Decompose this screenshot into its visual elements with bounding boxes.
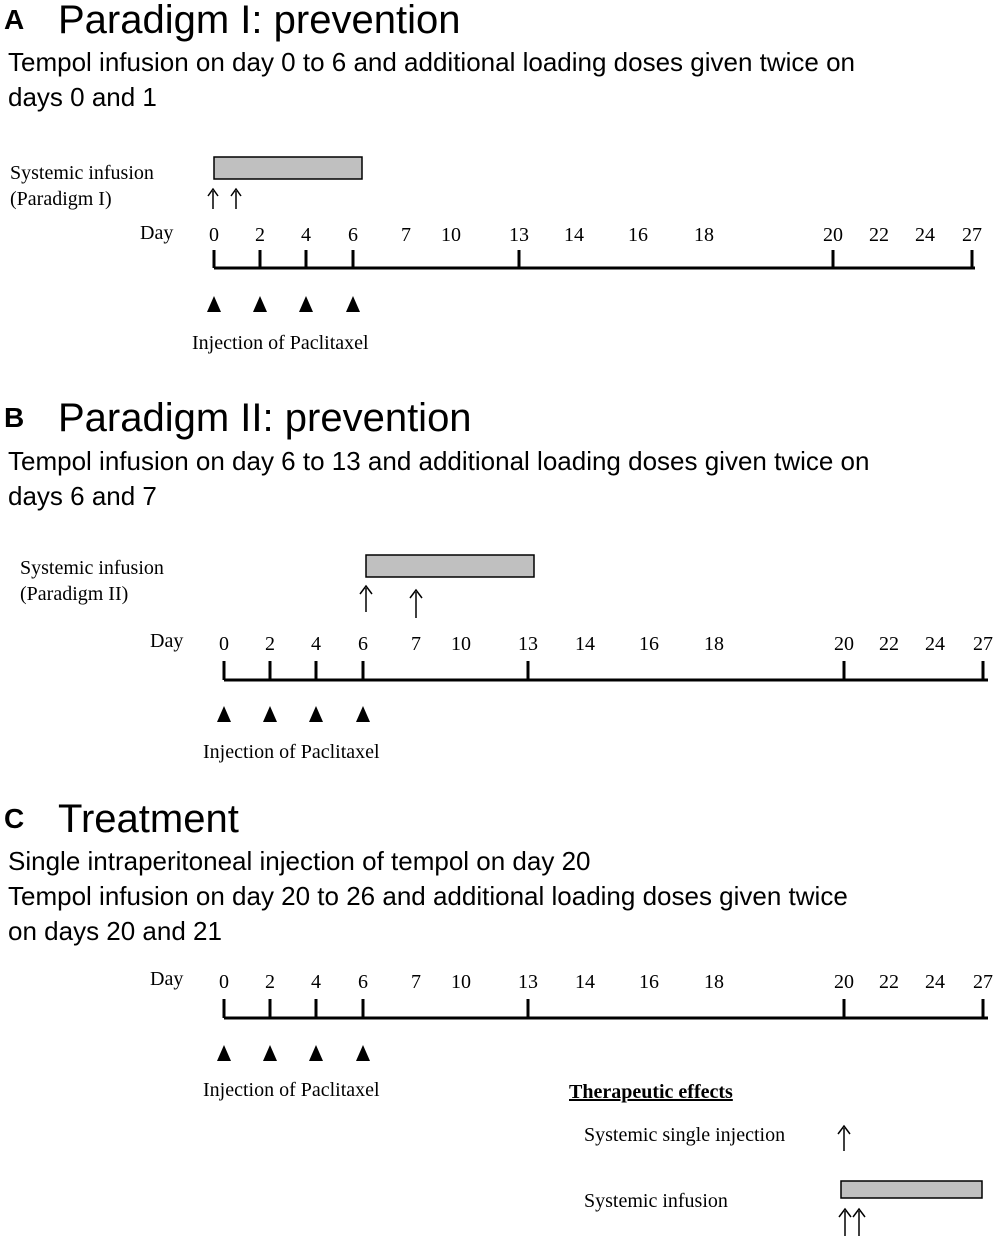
panel-c-day-label-13: 13: [518, 971, 538, 993]
panel-a-day-label-4: 4: [301, 224, 311, 246]
panel-b-day-label-10: 10: [451, 633, 471, 655]
panel-a-injection-label: Injection of Paclitaxel: [192, 332, 369, 354]
panel-c-loading-arrow-day21: [853, 1209, 865, 1236]
panel-c-day-label-0: 0: [219, 971, 229, 993]
panel-b-day-label-7: 7: [411, 633, 421, 655]
panel-b-title: Paradigm II: prevention: [58, 396, 472, 440]
panel-a-day-label-14: 14: [564, 224, 584, 246]
panel-b-desc-2: days 6 and 7: [8, 481, 157, 511]
panel-c-injection-label: Injection of Paclitaxel: [203, 1079, 380, 1101]
panel-b-day-label-22: 22: [879, 633, 899, 655]
panel-a-day-label-16: 16: [628, 224, 648, 246]
panel-b-day-label-0: 0: [219, 633, 229, 655]
panel-c-day-label-4: 4: [311, 971, 321, 993]
panel-c-letter: C: [4, 803, 25, 834]
panel-c-paclitaxel-marker-day-2: [263, 1045, 277, 1061]
panel-c-therapeutic-title: Therapeutic effects: [569, 1081, 733, 1103]
panel-b-day-label-6: 6: [358, 633, 368, 655]
panel-a-title: Paradigm I: prevention: [58, 0, 461, 42]
panel-a-day-label-27: 27: [962, 224, 982, 246]
panel-b-day-label-20: 20: [834, 633, 854, 655]
panel-a-letter: A: [4, 4, 25, 35]
panel-b-day-label-14: 14: [575, 633, 595, 655]
panel-a-infusion-label-2: (Paradigm I): [10, 188, 112, 210]
panel-b-day-label-2: 2: [265, 633, 275, 655]
panel-a-day-label-7: 7: [401, 224, 411, 246]
panel-b-infusion-label-2: (Paradigm II): [20, 583, 129, 605]
panel-c-day-label: Day: [150, 968, 184, 990]
panel-a-day-label-0: 0: [209, 224, 219, 246]
panel-b-day-label-4: 4: [311, 633, 321, 655]
panel-c-paclitaxel-marker-day-4: [309, 1045, 323, 1061]
panel-b-desc-1: Tempol infusion on day 6 to 13 and additional loading doses given twice on: [8, 446, 870, 476]
panel-c-single-injection-label: Systemic single injection: [584, 1124, 786, 1146]
panel-b-day-label-13: 13: [518, 633, 538, 655]
panel-c-day-label-2: 2: [265, 971, 275, 993]
panel-a-day-label-20: 20: [823, 224, 843, 246]
panel-c-desc-3: on days 20 and 21: [8, 916, 222, 946]
panel-a-day-label-6: 6: [348, 224, 358, 246]
panel-a-day-label-10: 10: [441, 224, 461, 246]
panel-c-title: Treatment: [58, 797, 239, 841]
panel-b-day-label-18: 18: [704, 633, 724, 655]
panel-c-desc-1: Single intraperitoneal injection of tempol on day 20: [8, 846, 591, 876]
panel-b-day-label-16: 16: [639, 633, 659, 655]
panel-c-single-injection-arrow: [838, 1126, 850, 1151]
panel-c-infusion-bar: [841, 1181, 982, 1198]
panel-a-day-label-18: 18: [694, 224, 714, 246]
panel-c-day-label-24: 24: [925, 971, 945, 993]
panel-b-injection-label: Injection of Paclitaxel: [203, 741, 380, 763]
panel-c-paclitaxel-marker-day-0: [217, 1045, 231, 1061]
panel-c-desc-2: Tempol infusion on day 20 to 26 and additional loading doses given twice: [8, 881, 848, 911]
panel-c-day-label-20: 20: [834, 971, 854, 993]
panel-a-day-label: Day: [140, 222, 174, 244]
panel-c-day-label-22: 22: [879, 971, 899, 993]
panel-b-day-label-24: 24: [925, 633, 945, 655]
panel-b-infusion-label-1: Systemic infusion: [20, 557, 164, 579]
panel-c-day-label-6: 6: [358, 971, 368, 993]
panel-a-desc-1: Tempol infusion on day 0 to 6 and additional loading doses given twice on: [8, 47, 856, 77]
panel-a-infusion-label-1: Systemic infusion: [10, 162, 154, 184]
panel-c-day-label-10: 10: [451, 971, 471, 993]
panel-b-day-label-27: 27: [973, 633, 993, 655]
panel-a-day-label-24: 24: [915, 224, 935, 246]
panel-c-day-label-14: 14: [575, 971, 595, 993]
panel-c-paclitaxel-marker-day-6: [356, 1045, 370, 1061]
panel-c-infusion-label: Systemic infusion: [584, 1190, 728, 1212]
panel-c-day-label-16: 16: [639, 971, 659, 993]
panel-b-day-label: Day: [150, 630, 184, 652]
panel-c-day-label-18: 18: [704, 971, 724, 993]
panel-c-loading-arrow-day20: [839, 1209, 851, 1236]
panel-a-desc-2: days 0 and 1: [8, 82, 157, 112]
panel-a-day-label-22: 22: [869, 224, 889, 246]
panel-c-day-label-27: 27: [973, 971, 993, 993]
panel-a-day-label-13: 13: [509, 224, 529, 246]
panel-c-day-label-7: 7: [411, 971, 421, 993]
panel-a-day-label-2: 2: [255, 224, 265, 246]
panel-b-letter: B: [4, 402, 25, 433]
